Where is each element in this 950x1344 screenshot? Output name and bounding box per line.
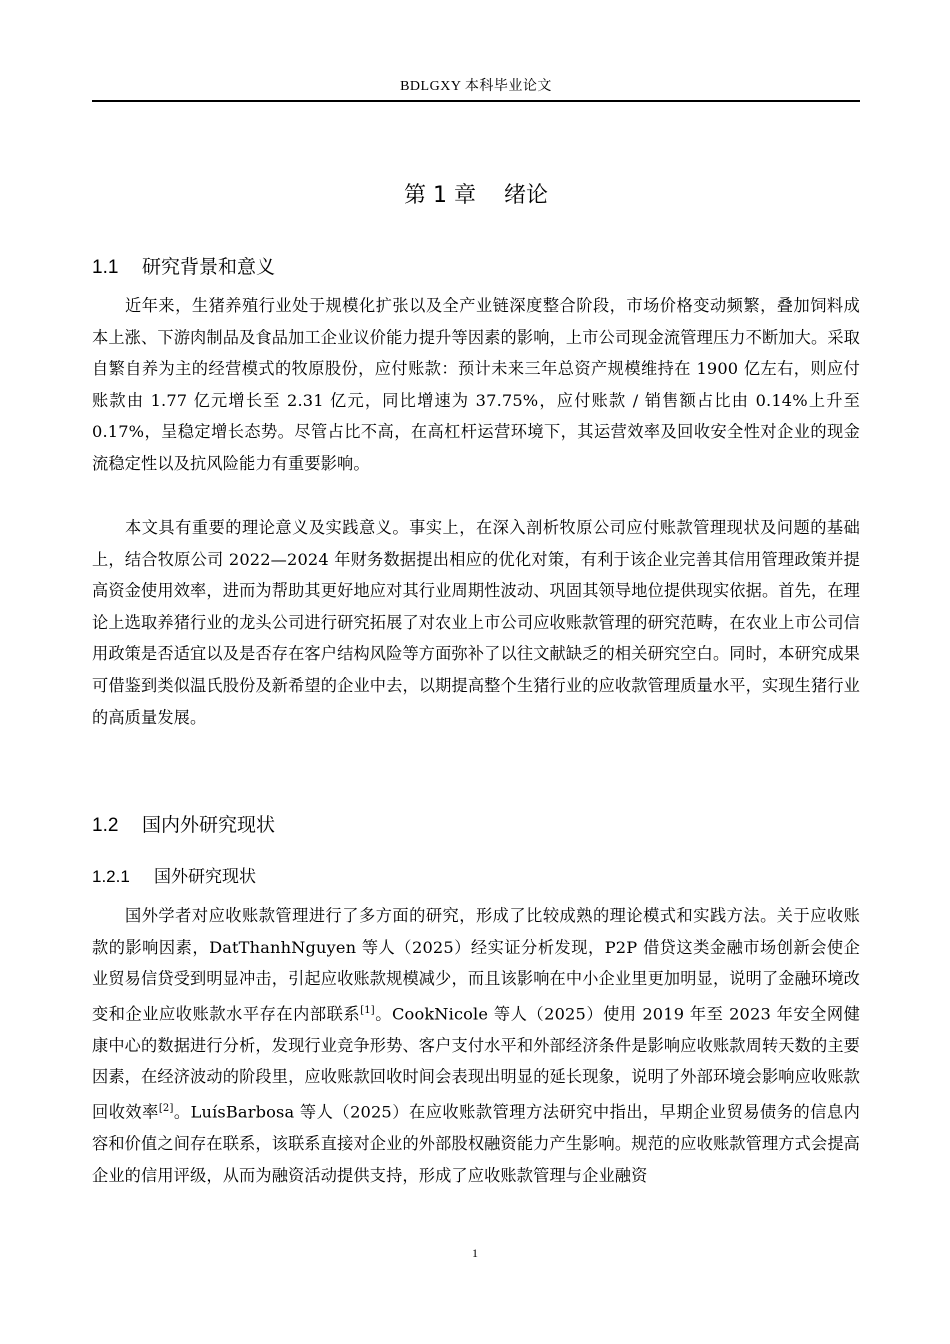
running-header: BDLGXY 本科毕业论文 [400,79,552,94]
paragraph-text: 。CookNicole 等人（2025）使用 2019 年至 2023 年安全网健康中心的数据进行分析，发现行业竞争形势、客户支付水平和外部经济条件是影响应收账款周转天数的主要因素，在经济波动的阶段里，应收账款回收时间会表现出明显的延长现象，说明了外部环境会影响应收账款回收效率 [92,1004,861,1122]
section-title: 研究背景和意义 [142,256,276,278]
chapter-name: 绪论 [503,183,548,208]
subsection-title: 国外研究现状 [154,867,256,887]
chapter-title [92,178,860,209]
section-number: 1.2 [92,815,119,836]
citation-ref[interactable]: [1] [360,1004,375,1016]
section-title: 国内外研究现状 [142,814,276,836]
section-heading-1-2 [92,810,275,837]
page-number: 1 [472,1246,478,1260]
citation-ref[interactable]: [2] [158,1102,174,1114]
subsection-number: 1.2.1 [92,867,130,886]
section-heading-1-1 [92,252,275,279]
body-paragraph: 本文具有重要的理论意义及实践意义。事实上，在深入剖析牧原公司应付账款管理现状及问题的基础上，结合牧原公司 2022—2024 年财务数据提出相应的优化对策，有利于该企业完善其信用管理政策并提高资金使用效率，进而为帮助其更好地应对其行业周期性波动、巩固其领导地位提供现实依据。首先，在理论上选取养猪行业的龙头公司进行研究拓展了对农业上市公司应收账款管理的研究范畴，在农业上市公司信用政策是否适宜以及是否存在客户结构风险等方面弥补了以往文献缺乏的相关研究空白。同时，本研究成果可借鉴到类似温氏股份及新希望的企业中去，以期提高整个生猪行业的应收款管理质量水平，实现生猪行业的高质量发展。 [92,518,860,727]
subsection-heading-1-2-1 [92,862,256,887]
paragraph-text: 国外学者对应收账款管理进行了多方面的研究，形成了比较成熟的理论模式和实践方法。关于应收账款的影响因素，DatThanhNguyen 等人（2025）经实证分析发现，P2P 借贷这类金融市场创新会使企业贸易信贷受到明显冲击，引起应收账款规模减少，而且该影响在中小企业里更加明显，说明了金融环境改变和企业应收账款水平存在内部联系 [92,906,860,1024]
header-divider [92,100,860,102]
paragraph-text: 。LuísBarbosa 等人（2025）在应收账款管理方法研究中指出，早期企业贸易债务的信息内容和价值之间存在联系，该联系直接对企业的外部股权融资能力产生影响。规范的应收账款管理方式会提高企业的信用评级，从而为融资活动提供支持，形成了应收账款管理与企业融资 [92,1102,860,1185]
section-number: 1.1 [92,257,119,278]
body-paragraph [92,900,860,1191]
chapter-number: 第 1 章 [404,183,476,208]
body-paragraph: 近年来，生猪养殖行业处于规模化扩张以及全产业链深度整合阶段，市场价格变动频繁，叠加饲料成本上涨、下游肉制品及食品加工企业议价能力提升等因素的影响，上市公司现金流管理压力不断加大。采取自繁自养为主的经营模式的牧原股份，应付账款：预计未来三年总资产规模维持在 1900 亿左右，则应付账款由 1.77 亿元增长至 2.31 亿元，同比增速为 37.75%，应付账款 / 销售额占比由 0.14%上升至 0.17%，呈稳定增长态势。尽管占比不高，在高杠杆运营环境下，其运营效率及回收安全性对企业的现金流稳定性以及抗风险能力有重要影响。 [92,296,860,473]
